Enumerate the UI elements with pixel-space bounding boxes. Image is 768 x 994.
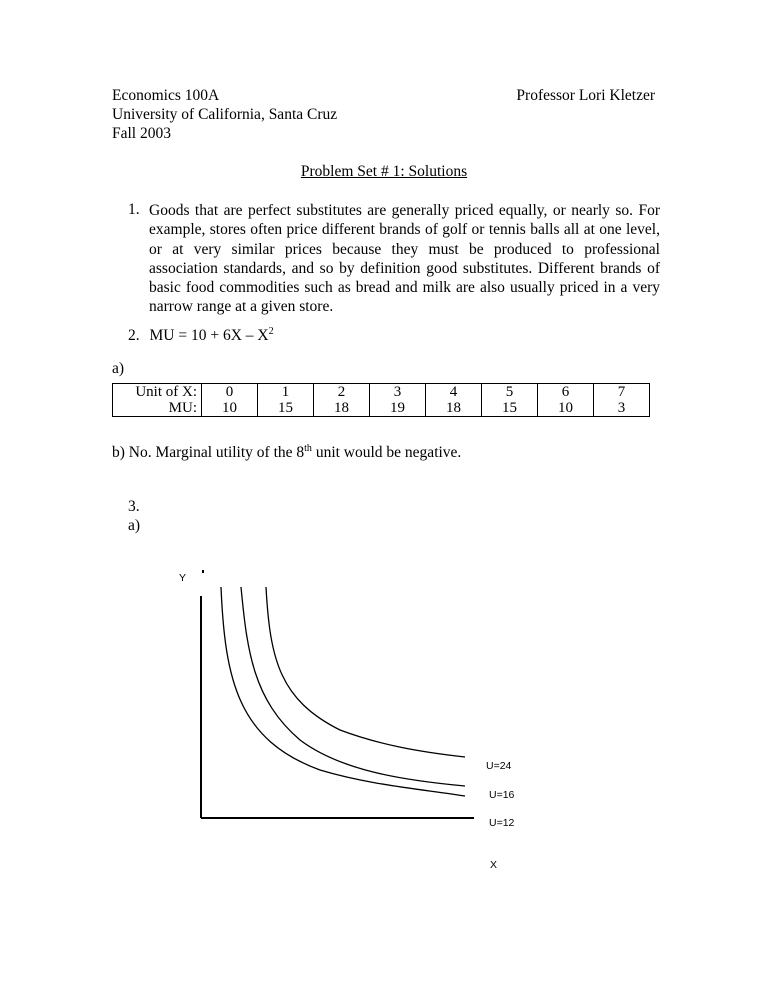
part-b-text-end: unit would be negative. xyxy=(311,444,462,461)
axis-tick-mark xyxy=(202,570,204,573)
professor-name: Professor Lori Kletzer xyxy=(516,87,655,104)
table-cell: 3 xyxy=(370,384,426,401)
table-cell: 18 xyxy=(426,400,482,417)
curve-label-u16: U=16 xyxy=(489,789,515,801)
table-cell: 10 xyxy=(202,400,258,417)
question-3-number: 3. xyxy=(128,498,140,515)
table-cell: 19 xyxy=(370,400,426,417)
university-name: University of California, Santa Cruz xyxy=(112,106,338,123)
table-cell: 18 xyxy=(314,400,370,417)
table-cell: 6 xyxy=(538,384,594,401)
curve-label-u12: U=12 xyxy=(489,817,515,829)
row-label-units: Unit of X: xyxy=(113,384,202,401)
row-label-mu: MU: xyxy=(113,400,202,417)
page-title-text: Problem Set # 1: Solutions xyxy=(300,163,468,180)
question-1-number: 1. xyxy=(128,201,140,218)
table-cell: 15 xyxy=(482,400,538,417)
table-cell: 4 xyxy=(426,384,482,401)
table-cell: 3 xyxy=(594,400,650,417)
table-cell: 0 xyxy=(202,384,258,401)
curve-u16 xyxy=(241,587,465,786)
table-cell: 1 xyxy=(258,384,314,401)
y-axis-label: Y xyxy=(179,572,187,584)
question-1-text: Goods that are perfect substitutes are generally priced equally, or nearly so. For example, stores often price different brands of golf or tennis balls all at one level, or at very similar prices because they must be produced to professional association standards, and so by definition good substitutes. Different brands of basic food commodities such as bread and milk are also usually priced in a very narrow range at a given store. xyxy=(149,202,660,316)
x-axis-label: X xyxy=(490,859,498,871)
part-b-text: b) No. Marginal utility of the 8 xyxy=(112,444,305,461)
table-cell: 5 xyxy=(482,384,538,401)
question-3-part-a-label: a) xyxy=(128,517,141,534)
question-2-part-a-label: a) xyxy=(112,360,125,377)
mu-formula-text: MU = 10 + 6X – X xyxy=(149,327,269,344)
curve-u24 xyxy=(266,587,465,757)
curve-u12 xyxy=(221,587,465,796)
part-b-superscript: th xyxy=(304,443,312,454)
curve-label-u24: U=24 xyxy=(486,760,512,772)
term: Fall 2003 xyxy=(112,125,171,142)
table-cell: 15 xyxy=(258,400,314,417)
course-name: Economics 100A xyxy=(112,87,220,104)
table-cell: 10 xyxy=(538,400,594,417)
mu-formula-exponent: 2 xyxy=(268,326,274,337)
table-cell: 7 xyxy=(594,384,650,401)
question-2-number: 2. xyxy=(128,327,140,344)
table-cell: 2 xyxy=(314,384,370,401)
